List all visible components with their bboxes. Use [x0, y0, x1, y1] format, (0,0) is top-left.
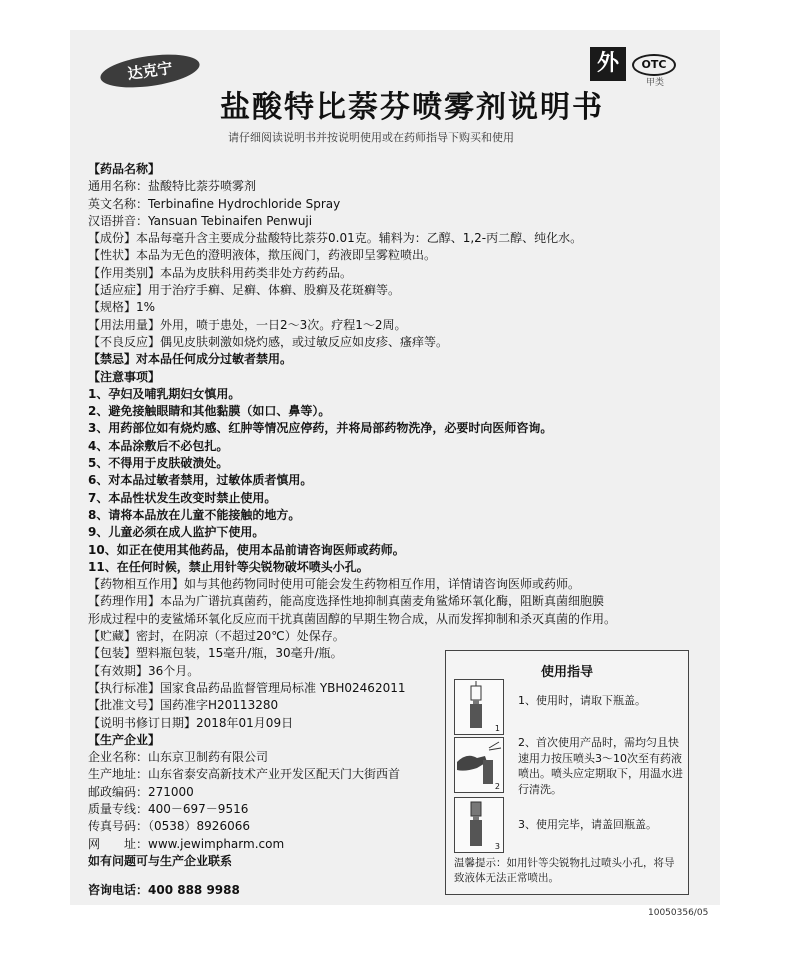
manufacturer-heading: 【生产企业】: [88, 732, 161, 747]
approval-number-line: 【批准文号】国药准字H20113280: [88, 698, 279, 713]
usage-guide-box: [445, 650, 689, 895]
website-line: 网 址：www.jewimpharm.com: [88, 836, 285, 851]
precaution-item: 11、在任何时候，禁止用针等尖锐物破坏喷头小孔。: [88, 559, 369, 574]
precaution-item: 4、本品涂敷后不必包扎。: [88, 438, 229, 453]
step2-illustration: [454, 737, 504, 793]
dosage-line: 【用法用量】外用，喷于患处，一日2～3次。疗程1～2周。: [88, 317, 407, 332]
precaution-item: 9、儿童必须在成人监护下使用。: [88, 525, 265, 540]
step1-text: 1、使用时，请取下瓶盖。: [518, 694, 646, 707]
step3-text: 3、使用完毕，请盖回瓶盖。: [518, 818, 657, 831]
precaution-item: 1、孕妇及哺乳期妇女慎用。: [88, 386, 241, 401]
external-use-mark: 外: [590, 47, 626, 81]
contraindications-line: 【禁忌】对本品任何成分过敏者禁用。: [88, 352, 293, 367]
otc-logo: OTC: [632, 54, 676, 76]
pinyin-name-line: 汉语拼音：Yansuan Tebinaifen Penwuji: [88, 213, 313, 228]
consult-phone-line: 咨询电话：400 888 9988: [88, 883, 240, 898]
usage-tip: 温馨提示：如用针等尖锐物扎过喷头小孔，将导致液体无法正常喷出。: [454, 857, 675, 884]
company-name-line: 企业名称：山东京卫制药有限公司: [88, 750, 269, 765]
interactions-line: 【药物相互作用】如与其他药物同时使用可能会发生药物相互作用，详情请咨询医师或药师。: [88, 577, 581, 592]
pharmacology-line-continued: 形成过程中的麦鲨烯环氧化反应而干扰真菌固醇的早期生物合成，从而发挥抑制和杀灭真菌的作用。: [88, 611, 617, 626]
english-name-line: 英文名称：Terbinafine Hydrochloride Spray: [88, 196, 341, 211]
document-code: 10050356/05: [648, 908, 709, 918]
precaution-item: 3、用药部位如有烧灼感、红肿等情况应停药，并将局部药物洗净，必要时向医师咨询。: [88, 421, 553, 436]
description-line: 【性状】本品为无色的澄明液体，揿压阀门，药液即呈雾粒喷出。: [88, 248, 437, 263]
quality-hotline-line: 质量专线：400－697－9516: [88, 801, 249, 816]
indications-line: 【适应症】用于治疗手癣、足癣、体癣、股癣及花斑癣等。: [88, 283, 401, 298]
usage-guide-title: 使用指导: [540, 665, 593, 680]
storage-line: 【贮藏】密封，在阴凉（不超过20℃）处保存。: [88, 629, 345, 644]
precaution-item: 7、本品性状发生改变时禁止使用。: [88, 490, 277, 505]
pharmacology-line: 【药理作用】本品为广谱抗真菌药，能高度选择性地抑制真菌麦角鲨烯环氧化酶，阻断真菌细胞膜: [88, 594, 605, 609]
document-subtitle: 请仔细阅读说明书并按说明使用或在药师指导下购买和使用: [228, 131, 514, 144]
precaution-item: 2、避免接触眼睛和其他黏膜（如口、鼻等）。: [88, 404, 331, 419]
generic-name-line: 通用名称：盐酸特比萘芬喷雾剂: [88, 179, 257, 194]
step3-number: 3: [494, 842, 500, 851]
step1-number: 1: [494, 724, 500, 733]
step1-illustration: [454, 679, 504, 735]
shelf-life-line: 【有效期】36个月。: [88, 663, 200, 678]
adverse-reactions-line: 【不良反应】偶见皮肤刺激如烧灼感，或过敏反应如皮疹、瘙痒等。: [88, 334, 449, 349]
precaution-item: 5、不得用于皮肤破溃处。: [88, 456, 229, 471]
contact-note-line: 如有问题可与生产企业联系: [88, 853, 233, 868]
precaution-item: 10、如正在使用其他药品，使用本品前请咨询医师或药师。: [88, 542, 405, 557]
section-drug-name-heading: 【药品名称】: [88, 162, 161, 176]
postcode-line: 邮政编码：271000: [88, 784, 194, 799]
company-address-line: 生产地址：山东省泰安高新技术产业开发区配天门大街西首: [88, 767, 401, 782]
ingredients-line: 【成份】本品每毫升含主要成分盐酸特比萘芬0.01克。辅料为：乙醇、1,2-丙二醇、纯化水。: [88, 231, 583, 246]
step3-illustration: [454, 797, 504, 853]
brand-badge: 达克宁: [98, 49, 201, 93]
precaution-item: 6、对本品过敏者禁用，过敏体质者慎用。: [88, 473, 313, 488]
strength-line: 【规格】1%: [88, 300, 156, 315]
precautions-heading: 【注意事项】: [88, 369, 161, 384]
document-title: 盐酸特比萘芬喷雾剂说明书: [220, 90, 604, 125]
category-line: 【作用类别】本品为皮肤科用药类非处方药药品。: [88, 265, 353, 280]
fax-line: 传真号码：（0538）8926066: [88, 819, 250, 834]
revision-date-line: 【说明书修订日期】2018年01月09日: [88, 715, 294, 730]
step2-text: 2、首次使用产品时，需均匀且快速用力按压喷头3～10次至有药液喷出。喷头应定期取下，用温水进行清洗。: [518, 736, 683, 796]
step2-number: 2: [494, 782, 500, 791]
standard-line: 【执行标准】国家食品药品监督管理局标准 YBH02462011: [88, 680, 406, 695]
precaution-item: 8、请将本品放在儿童不能接触的地方。: [88, 507, 301, 522]
packaging-line: 【包装】塑料瓶包装，15毫升/瓶，30毫升/瓶。: [88, 646, 343, 661]
otc-class-label: 甲类: [646, 78, 665, 88]
